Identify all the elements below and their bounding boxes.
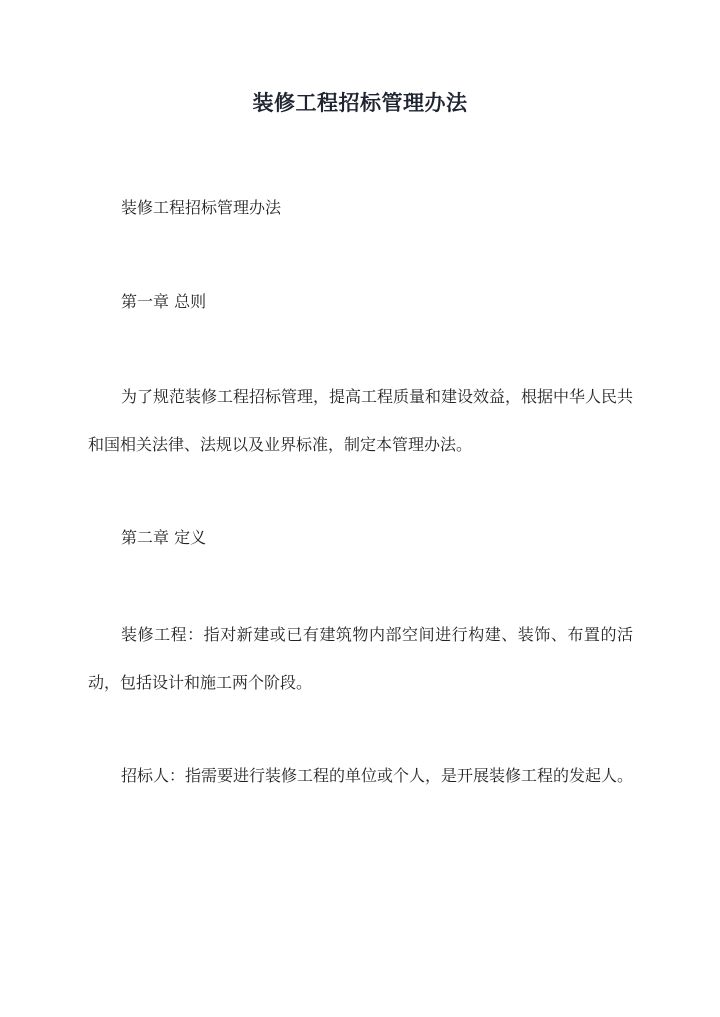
- paragraph-definition-tenderer: 招标人：指需要进行装修工程的单位或个人，是开展装修工程的发起人。: [121, 766, 634, 785]
- chapter-heading-general: 第一章 总则: [121, 292, 207, 311]
- paragraph-purpose: 为了规范装修工程招标管理，提高工程质量和建设效益，根据中华人民共和国相关法律、法规以及业界标准，制定本管理办法。: [88, 387, 634, 454]
- paragraph-definition-renovation: 装修工程：指对新建或已有建筑物内部空间进行构建、装饰、布置的活动，包括设计和施工两个阶段。: [88, 625, 633, 692]
- chapter-heading-definitions: 第二章 定义: [121, 528, 207, 547]
- paragraph-subtitle: 装修工程招标管理办法: [121, 198, 282, 217]
- document-title: 装修工程招标管理办法: [252, 90, 468, 115]
